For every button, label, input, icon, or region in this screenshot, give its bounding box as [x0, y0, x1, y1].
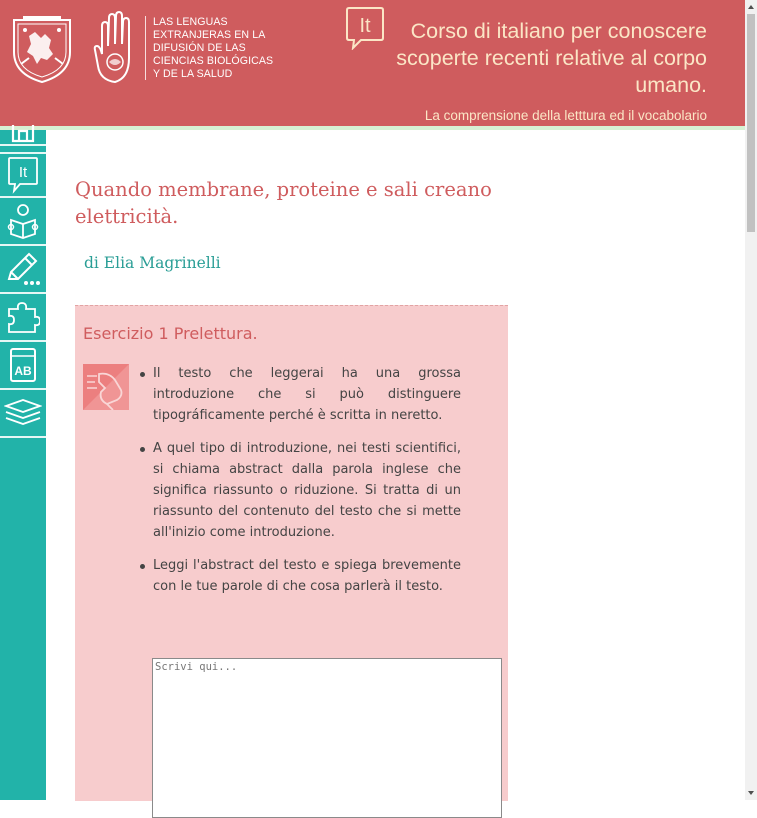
course-subtitle: La comprensione della letttura ed il vocabolario: [424, 108, 707, 123]
puzzle-icon: [6, 300, 40, 334]
scrollbar-thumb[interactable]: [747, 14, 755, 232]
instruction-item: A quel tipo di introduzione, nei testi scientifici, si chiama abstract dalla parola inglese che significa riassunto o riduzione. Si tratta di un riassunto del contenuto del testo che si mette all'inizio come introduzione.: [153, 439, 461, 543]
exercise-instructions: [153, 364, 461, 611]
page-scrollbar[interactable]: [745, 0, 757, 800]
reader-icon: [7, 202, 39, 240]
speech-bubble-icon: [7, 156, 39, 194]
reading-hand-icon: [83, 364, 129, 410]
header-divider: [145, 16, 146, 80]
home-icon: [10, 125, 36, 143]
sidebar-item-italian[interactable]: [0, 152, 46, 198]
instruction-item: Leggi l'abstract del testo e spiega brevemente con le tue parole di che cosa parlerà il testo.: [153, 556, 461, 598]
unam-seal-icon: [11, 14, 73, 84]
course-title: Corso di italiano per conoscere scoperte recenti relative al corpo umano.: [396, 19, 707, 97]
answer-textarea[interactable]: [152, 658, 502, 818]
sidebar-item-reading[interactable]: [0, 198, 46, 246]
article-title: Quando membrane, proteine e sali creano elettricità.: [75, 178, 492, 228]
scroll-up-arrow-icon[interactable]: [745, 0, 757, 14]
sidebar-item-resources[interactable]: [0, 390, 46, 438]
ab-book-icon: [9, 347, 37, 383]
sidebar-nav: [0, 130, 46, 800]
sidebar-italian-label: It: [18, 164, 28, 181]
hand-logo-icon: [92, 10, 138, 84]
sidebar-vocabulary-label: AB: [14, 364, 32, 378]
header-banner: [0, 0, 745, 126]
scroll-down-arrow-icon[interactable]: [745, 786, 757, 800]
article-author: di Elia Magrinelli: [84, 254, 221, 272]
pencil-icon: [5, 251, 41, 287]
instruction-item: Il testo che leggerai ha una grossa introduzione che si può distinguere tipográficamente perché è scritta in neretto.: [153, 364, 461, 426]
sidebar-item-home[interactable]: [0, 124, 46, 146]
stack-books-icon: [4, 398, 42, 428]
exercise-title: Esercizio 1 Prelettura.: [83, 324, 258, 343]
exercise-panel: [75, 305, 508, 801]
sidebar-item-vocabulary[interactable]: [0, 342, 46, 390]
sidebar-item-puzzle[interactable]: [0, 294, 46, 342]
header-accent-strip: [0, 126, 745, 130]
course-icon-label: It: [359, 15, 371, 37]
sidebar-item-writing[interactable]: [0, 246, 46, 294]
institution-name: LAS LENGUAS EXTRANJERAS EN LA DIFUSIÓN DE LAS CIENCIAS BIOLÓGICAS Y DE LA SALUD: [153, 16, 274, 80]
